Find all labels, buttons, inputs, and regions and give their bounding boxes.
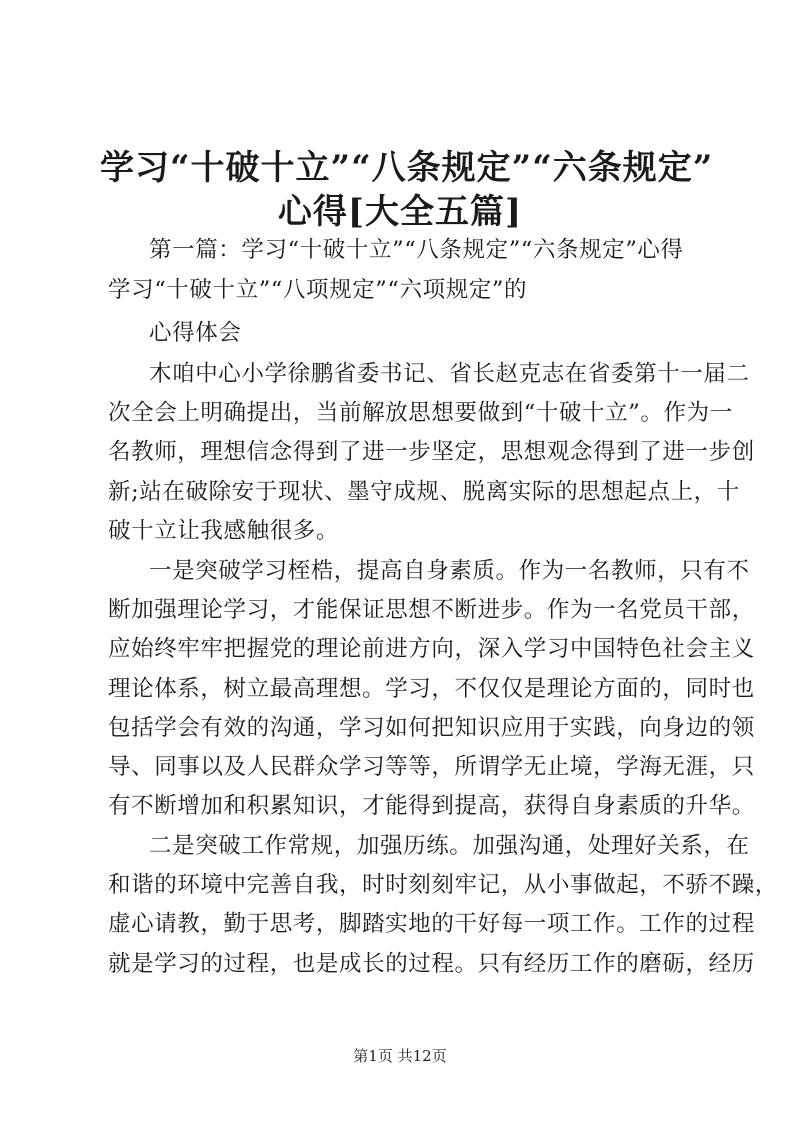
text-line: 虚心请教，勤于思考，脚踏实地的干好每一项工作。工作的过程 (108, 911, 755, 937)
text-line: 断加强理论学习，才能保证思想不断进步。作为一名党员干部， (108, 597, 755, 623)
page-number-footer: 第1页 共12页 (353, 1047, 447, 1065)
text-line: 应始终牢牢把握党的理论前进方向，深入学习中国特色社会主义 (108, 636, 755, 662)
text-line: 木咱中心小学徐鹏省委书记、省长赵克志在省委第十一届二 (149, 361, 750, 387)
text-line: 破十立让我感触很多。 (108, 518, 340, 544)
text-line: 二是突破工作常规，加强历练。加强沟通，处理好关系，在 (149, 833, 750, 859)
text-line: 学习“十破十立”“八项规定”“六项规定”的 (108, 277, 528, 303)
text-line: 理论体系，树立最高理想。学习，不仅仅是理论方面的，同时也 (108, 676, 755, 702)
text-line: 次全会上明确提出，当前解放思想要做到“十破十立”。作为一 (108, 400, 733, 426)
text-line: 就是学习的过程，也是成长的过程。只有经历工作的磨砺，经历 (108, 951, 755, 977)
document-title-line-2: 心得[大全五篇] (277, 192, 523, 232)
text-line: 导、同事以及人民群众学习等等，所谓学无止境，学海无涯，只 (108, 754, 755, 780)
text-line: 第一篇：学习“十破十立”“八条规定”“六条规定”心得 (149, 237, 684, 263)
document-title-line-1: 学习“十破十立”“八条规定”“六条规定” (100, 148, 714, 188)
text-line: 和谐的环境中完善自我，时时刻刻牢记，从小事做起，不骄不躁， (108, 872, 778, 898)
text-line: 一是突破学习桎梏，提高自身素质。作为一名教师，只有不 (149, 558, 750, 584)
text-line: 新;站在破除安于现状、墨守成规、脱离实际的思想起点上，十 (108, 479, 740, 505)
text-line: 心得体会 (149, 320, 242, 346)
text-line: 有不断增加和积累知识，才能得到提高，获得自身素质的升华。 (108, 793, 755, 819)
text-line: 包括学会有效的沟通，学习如何把知识应用于实践，向身边的领 (108, 715, 755, 741)
text-line: 名教师，理想信念得到了进一步坚定，思想观念得到了进一步创 (108, 439, 755, 465)
